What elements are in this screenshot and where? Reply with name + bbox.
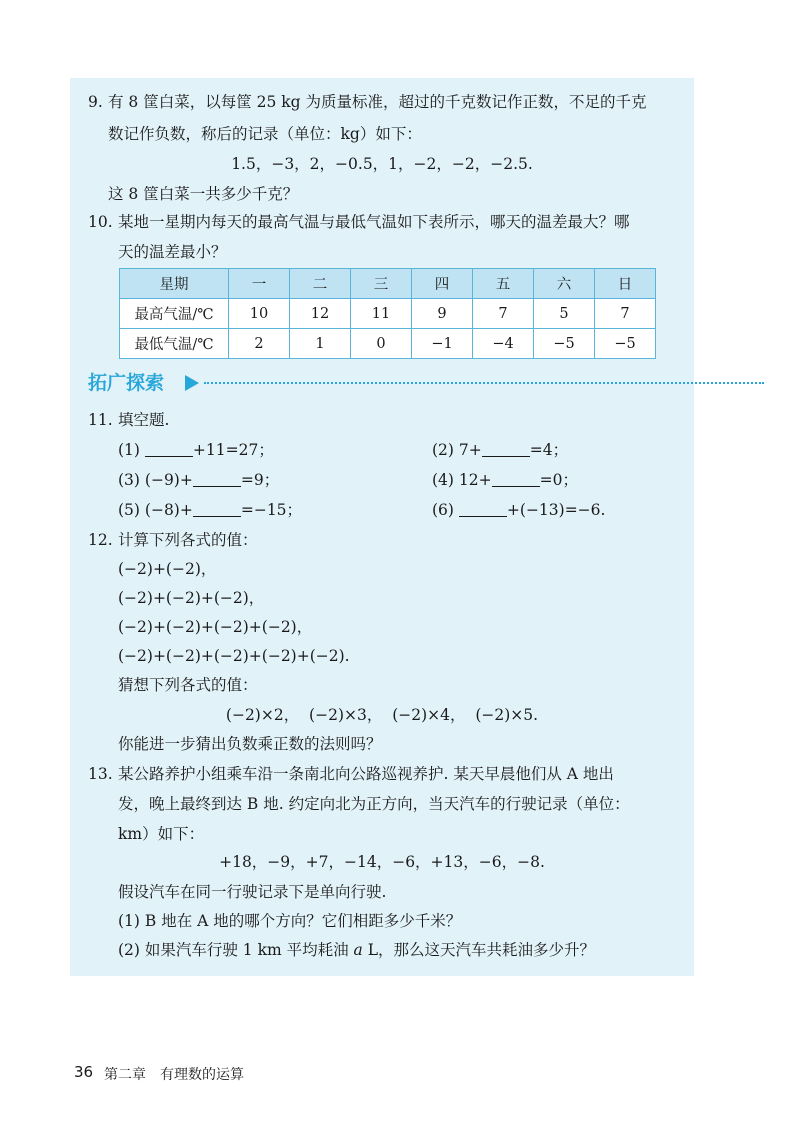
table-row <box>120 299 656 329</box>
table-cell: 12 <box>290 299 351 329</box>
q10-line2: 天的温差最小？ <box>118 243 227 261</box>
table-cell: 0 <box>351 329 412 359</box>
q12-question: 你能进一步猜出负数乘正数的法则吗？ <box>118 735 382 753</box>
table-cell: −4 <box>473 329 534 359</box>
item-pre: 7+ <box>458 441 482 459</box>
table-cell: 5 <box>534 299 595 329</box>
q13-number: 13. <box>88 765 113 783</box>
table-cell: 7 <box>473 299 534 329</box>
table-cell: 1 <box>290 329 351 359</box>
table-cell: −5 <box>595 329 656 359</box>
table-cell: −1 <box>412 329 473 359</box>
q9-number: 9. <box>88 93 103 111</box>
q13-data: +18，−9，+7，−14，−6，+13，−6，−8. <box>219 853 545 871</box>
q9-data: 1.5，−3，2，−0.5，1，−2，−2，−2.5. <box>231 155 533 173</box>
item-post: =0； <box>539 471 578 489</box>
item-pre: (−8)+ <box>144 501 193 519</box>
fill-blank-item <box>118 500 302 520</box>
answer-blank[interactable] <box>492 472 540 487</box>
item-label: (1) <box>118 441 140 459</box>
triangle-arrow-icon <box>185 375 199 391</box>
table-header-row <box>120 269 656 299</box>
answer-blank[interactable] <box>193 502 241 517</box>
table-cell: 2 <box>229 329 290 359</box>
page-number: 36 <box>74 1063 94 1081</box>
q12-products: (−2)×2， (−2)×3， (−2)×4， (−2)×5. <box>225 706 539 724</box>
q12-expression: (−2)+(−2)+(−2)+(−2)+(−2). <box>118 647 350 665</box>
fill-blank-item <box>432 440 568 460</box>
table-header-cell: 星期 <box>120 269 229 299</box>
item-pre: (−9)+ <box>144 471 193 489</box>
table-row <box>120 329 656 359</box>
table-header-cell: 二 <box>290 269 351 299</box>
q9-line2: 数记作负数，称后的记录（单位：kg）如下： <box>108 125 422 143</box>
table-header-cell: 五 <box>473 269 534 299</box>
item-pre: 12+ <box>458 471 492 489</box>
table-cell: 10 <box>229 299 290 329</box>
q11-number: 11. <box>88 411 113 429</box>
q12-number: 12. <box>88 531 113 549</box>
q12-expression: (−2)+(−2)， <box>118 560 217 578</box>
fill-blank-item <box>432 500 605 520</box>
q11-title: 填空题. <box>118 411 170 429</box>
section-header <box>88 370 698 396</box>
table-header-cell: 三 <box>351 269 412 299</box>
q13-sub2-pre: (2) 如果汽车行驶 1 km 平均耗油 <box>118 941 354 959</box>
answer-blank[interactable] <box>193 472 241 487</box>
q9-line1: 有 8 筐白菜，以每筐 25 kg 为质量标准，超过的千克数记作正数，不足的千克 <box>108 93 647 111</box>
item-post: =9； <box>240 471 280 489</box>
item-post: +11=27； <box>192 441 274 459</box>
q12-guess: 猜想下列各式的值： <box>118 676 258 694</box>
q13-line2: 发，晚上最终到达 B 地. 约定向北为正方向，当天汽车的行驶记录（单位： <box>118 795 630 813</box>
table-header-cell: 六 <box>534 269 595 299</box>
item-label: (4) <box>432 471 454 489</box>
temperature-table <box>119 268 656 359</box>
fill-blank-item <box>118 470 279 490</box>
table-cell: 最高气温/℃ <box>120 299 229 329</box>
chapter-title: 第二章 有理数的运算 <box>104 1067 244 1083</box>
table-header-cell: 日 <box>595 269 656 299</box>
item-label: (2) <box>432 441 454 459</box>
q13-sub2-var: a <box>353 941 363 959</box>
table-cell: 9 <box>412 299 473 329</box>
q13-line1: 某公路养护小组乘车沿一条南北向公路巡视养护. 某天早晨他们从 A 地出 <box>118 765 614 783</box>
item-label: (5) <box>118 501 140 519</box>
table-cell: 7 <box>595 299 656 329</box>
table-header-cell: 四 <box>412 269 473 299</box>
answer-blank[interactable] <box>145 442 193 457</box>
table-cell: 11 <box>351 299 412 329</box>
item-post: =4； <box>529 441 569 459</box>
q10-number: 10. <box>88 213 113 231</box>
fill-blank-item <box>118 440 274 460</box>
answer-blank[interactable] <box>459 502 507 517</box>
q13-assume: 假设汽车在同一行驶记录下是单向行驶. <box>118 883 387 901</box>
q13-sub2-post: L，那么这天汽车共耗油多少升？ <box>362 941 596 959</box>
q12-title: 计算下列各式的值： <box>118 531 258 549</box>
table-cell: −5 <box>534 329 595 359</box>
q9-question: 这 8 筐白菜一共多少千克？ <box>108 185 299 203</box>
item-label: (3) <box>118 471 140 489</box>
q12-expression: (−2)+(−2)+(−2)， <box>118 589 265 607</box>
section-title: 拓广探索 <box>88 372 165 394</box>
fill-blank-item <box>432 470 578 490</box>
item-post: =−15； <box>240 501 303 519</box>
q13-sub1: (1) B 地在 A 地的哪个方向？它们相距多少千米？ <box>118 912 462 930</box>
q13-sub2 <box>118 940 595 960</box>
q10-line1: 某地一星期内每天的最高气温与最低气温如下表所示，哪天的温差最大？哪 <box>118 213 630 231</box>
table-cell: 最低气温/℃ <box>120 329 229 359</box>
dotted-divider <box>204 382 764 384</box>
table-header-cell: 一 <box>229 269 290 299</box>
item-label: (6) <box>432 501 454 519</box>
item-post: +(−13)=−6. <box>506 501 606 519</box>
answer-blank[interactable] <box>482 442 530 457</box>
q13-line3: km）如下： <box>118 825 205 843</box>
q12-expression: (−2)+(−2)+(−2)+(−2)， <box>118 618 313 636</box>
